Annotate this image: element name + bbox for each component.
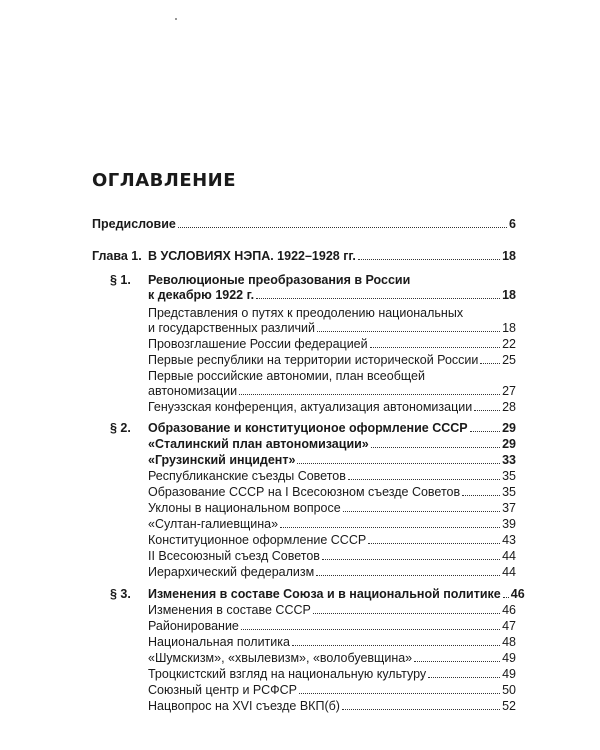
- toc-page-number: 33: [502, 453, 516, 467]
- toc-entry-label: «Грузинский инцидент»: [148, 453, 296, 467]
- toc-page-number: 29: [502, 421, 516, 435]
- dot-leader: [503, 597, 509, 598]
- toc-entry-label: Союзный центр и РСФСР: [148, 683, 297, 697]
- toc-page-number: 18: [502, 288, 516, 302]
- toc-entry-label: Нацвопрос на XVI съезде ВКП(б): [148, 699, 340, 713]
- toc-page-number: 28: [502, 400, 516, 414]
- toc-entry-label: Предисловие: [92, 217, 176, 231]
- toc-entry-label: и государственных различий: [148, 321, 316, 335]
- toc-entry[interactable]: [148, 399, 516, 415]
- dot-leader: [239, 394, 500, 395]
- toc-entry-label: Конституционное оформление СССР: [148, 533, 367, 547]
- toc-page-number: 52: [502, 699, 516, 713]
- dot-leader: [256, 298, 500, 299]
- toc-page-number: 29: [502, 437, 516, 451]
- dot-leader: [348, 479, 500, 480]
- toc-entry[interactable]: [148, 698, 516, 714]
- toc-page-number: 27: [502, 384, 516, 398]
- toc-entry-label: II Всесоюзный съезд Советов: [148, 549, 320, 563]
- toc-entry-label: «Султан-галиевщина»: [148, 517, 279, 531]
- toc-entry[interactable]: [148, 484, 516, 500]
- toc-entry-label: Образование и конституционое оформление СССР: [148, 421, 468, 435]
- toc-entry[interactable]: [148, 500, 516, 516]
- toc-entry-label-line1: Революционые преобразования в России: [148, 273, 411, 287]
- dot-leader: [358, 259, 500, 260]
- toc-page-number: 44: [502, 565, 516, 579]
- toc-page-number: 6: [509, 217, 516, 231]
- dot-leader: [428, 677, 500, 678]
- toc-entry[interactable]: [148, 602, 516, 618]
- toc-entry-label: Троцкистский взгляд на национальную культуру: [148, 667, 427, 681]
- dot-leader: [343, 511, 500, 512]
- dot-leader: [178, 227, 507, 228]
- dot-leader: [322, 559, 500, 560]
- toc-entry-section-2[interactable]: [148, 420, 516, 436]
- dot-leader: [371, 447, 500, 448]
- toc-entry[interactable]: [148, 383, 516, 399]
- toc-entry-label: к декабрю 1922 г.: [148, 288, 255, 302]
- toc-entry-label: автономизации: [148, 384, 238, 398]
- toc-entry-label: Образование СССР на I Всесоюзном съезде Советов: [148, 485, 461, 499]
- toc-entry-section-1[interactable]: [148, 287, 516, 303]
- dot-leader: [462, 495, 500, 496]
- toc-page-number: 35: [502, 485, 516, 499]
- dot-leader: [280, 527, 500, 528]
- dot-leader: [414, 661, 500, 662]
- toc-entry-label: Национальная политика: [148, 635, 290, 649]
- dot-leader: [342, 709, 500, 710]
- toc-entry-label: Провозглашение России федерацией: [148, 337, 368, 351]
- section-number: § 3.: [110, 587, 131, 601]
- toc-entry-label: Республиканские съезды Советов: [148, 469, 346, 483]
- toc-page-number: 35: [502, 469, 516, 483]
- toc-entry[interactable]: [148, 634, 516, 650]
- toc-entry-label: Изменения в составе СССР: [148, 603, 311, 617]
- toc-page-number: 39: [502, 517, 516, 531]
- toc-page-number: 18: [502, 321, 516, 335]
- toc-page-number: 43: [502, 533, 516, 547]
- toc-page-number: 49: [502, 667, 516, 681]
- toc-entry[interactable]: [148, 436, 516, 452]
- dot-leader: [313, 613, 500, 614]
- toc-entry[interactable]: [148, 452, 516, 468]
- toc-entry-section-3[interactable]: [148, 586, 525, 602]
- section-number: § 2.: [110, 421, 131, 435]
- chapter-number: Глава 1.: [92, 249, 142, 263]
- toc-entry-label: В УСЛОВИЯХ НЭПА. 1922–1928 гг.: [148, 249, 356, 263]
- toc-entry[interactable]: [148, 516, 516, 532]
- toc-entry[interactable]: [148, 564, 516, 580]
- toc-page-number: 47: [502, 619, 516, 633]
- toc-page-number: 49: [502, 651, 516, 665]
- toc-entry-label: Первые республики на территории исторической России: [148, 353, 479, 367]
- toc-entry-label: Иерархический федерализм: [148, 565, 315, 579]
- toc-page-number: 25: [502, 353, 516, 367]
- toc-page-number: 46: [510, 587, 525, 601]
- toc-page-number: 22: [502, 337, 516, 351]
- dot-leader: [370, 347, 500, 348]
- toc-entry[interactable]: [148, 682, 516, 698]
- toc-entry[interactable]: [148, 618, 516, 634]
- toc-entry-label: «Сталинский план автономизации»: [148, 437, 369, 451]
- toc-entry-chapter-1[interactable]: [148, 248, 516, 264]
- toc-entry-label-line1: Представления о путях к преодолению национальных: [148, 306, 464, 320]
- toc-entry-label: Уклоны в национальном вопросе: [148, 501, 341, 515]
- toc-page-number: 44: [502, 549, 516, 563]
- toc-entry[interactable]: [148, 548, 516, 564]
- toc-entry[interactable]: [148, 320, 516, 336]
- dot-leader: [292, 645, 500, 646]
- toc-entry[interactable]: [148, 666, 516, 682]
- toc-heading: ОГЛАВЛЕНИЕ: [92, 170, 237, 191]
- toc-page-number: 46: [502, 603, 516, 617]
- toc-entry[interactable]: [148, 532, 516, 548]
- dot-leader: [474, 410, 500, 411]
- toc-entry-label: Районирование: [148, 619, 239, 633]
- toc-entry-label: Изменения в составе Союза и в национальной политике: [148, 587, 501, 601]
- toc-entry-label-line1: Первые российские автономии, план всеобщей: [148, 369, 425, 383]
- dot-leader: [317, 331, 500, 332]
- toc-entry[interactable]: [148, 352, 516, 368]
- dot-leader: [368, 543, 500, 544]
- toc-entry[interactable]: [148, 468, 516, 484]
- toc-entry-label: «Шумскизм», «хвылевизм», «волобуевщина»: [148, 651, 413, 665]
- toc-page-number: 18: [502, 249, 516, 263]
- toc-page-number: 37: [502, 501, 516, 515]
- toc-entry-preface[interactable]: [92, 216, 516, 232]
- toc-entry[interactable]: [148, 650, 516, 666]
- dot-leader: [316, 575, 500, 576]
- toc-page-number: 50: [502, 683, 516, 697]
- toc-entry[interactable]: [148, 336, 516, 352]
- dot-leader: [299, 693, 500, 694]
- dot-leader: [297, 463, 500, 464]
- dot-leader: [241, 629, 500, 630]
- toc-entry-label: Генуэзская конференция, актуализация автономизации: [148, 400, 473, 414]
- section-number: § 1.: [110, 273, 131, 287]
- toc-page-number: 48: [502, 635, 516, 649]
- dot-leader: [470, 431, 500, 432]
- dot-leader: [480, 363, 500, 364]
